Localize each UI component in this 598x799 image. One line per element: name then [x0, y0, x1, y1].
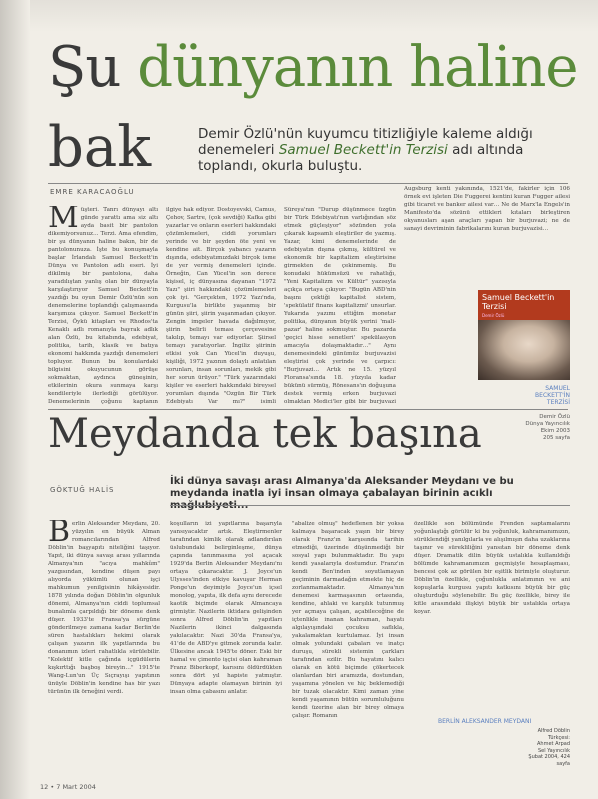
- article1-headline-line2: bak: [48, 115, 152, 180]
- article2-column-1: Berlin Aleksander Meydanı, 20. yüzyılın en büyük Alman romancılarından Alfred Döblin'in başyapıtı niteliğini taşıyor. Yapıt, iki dünya savaşı arası yıllarında Almanya'nın "acıya mahkûm" yazgısından, kendine düşen payı alıyorda yükümlü olunan işçi mahkumun yenilgisinin hikâyesidir. 1878 yılında doğan Döblin'in olgunluk dönemi, Almanya'nın ciddi toplumsal bunalımla çarpıldığı bir döneme denk düşer. 1933'te Fransa'ya sürgüne gönderilmeye zamana kadar Berlin'de süren hastalıkları hekimi olarak çalışan yazarın ilk yapıtlarında bu donanımın izleri rahatlıkla sürülebilir. "Kolektif kitle çağında içgüdülerin kışkırttığı başboş bireyin…" 1915'te Wang-Lun'un Üç Sıçrayışı yapıtının ünüyle Döblin'in kendine has bir yazı türünün ilk örneğini verdi.: [48, 520, 160, 695]
- article2-column-4: özellikle son bölümünde Frenden saptamalarını yoğunlaştığı görülür ki bu yoğunluk, kahramanımızın, sürüklendiği yanılgılarla ve alışılmışın daha uzaklarına taşınır ve sürekliliğini yansıtan bir döneme denk düşer. Dramatik dilin büyük ustalıkla kullanıldığı bölümde kahramanımızın geçmişiyle hesaplaşması, bencesi çok az görülen bir eşitlik birimiyle oluşturur. Döblin'in özellikle, çoğunlukla anlatımının ve ani kopuşlarla kurgusu yapıtı katkısını büyük bir güç oluşturduğu söylenebilir. Bu güç özellikle, birey ile kitle arasındaki ilişkiyi büyük bir ustalıkla ortaya koyar.: [414, 521, 570, 615]
- article1-dropcap: M: [48, 206, 79, 235]
- article1-column-2: ilgiye hak ediyor. Dostoyevski, Camus, Çehov, Sartre, (çok sevdiği) Kafka gibi yazarlar ve onların eserleri hakkındaki çözümlemeleri, ciddi yorumları yerinde ve bir şeyden öte yeni ve kendine ait. Birçok yabancı yazarın dışında, edebiyatımızdaki birçok isme de yer vermiş denemeleri içinde. Örneğin, Can Yücel'in son derece kişisel, iç dünyasına dayanan "1972 Yazı" şiiri hakkındaki çözümlemeleri çok iyi. "Gerçekten, 1972 Yazı'nda, Kurgusu'la birlikte yaşanmış bir günün şiiri, şiirin yaşanmadan çıkıyor. Zengin imgeler havada dağılmıyor, şiirin belirli teması çerçevesine takılıp, temayı var ediyorlar. Şiirsel temayı yaratıyorlar. İngiliz şiirinin etkisi yok Can Yücel'in duyuşu, kişiliği, 1972 yazının dolaylı anlatılan sorunları, insan sorunları, mekik gibi her sorun ürüyor." "Türk yazarındaki kişiler ve eserleri hakkındaki bireysel yorumları dışında "Ozgün Bir Türk Edebiyatı Var mı?" isimli: [166, 207, 276, 404]
- page-binding-shadow: [0, 0, 30, 799]
- author-portrait-image: [478, 320, 570, 380]
- article1-column-1: Müşteri. Tanrı dünyayı altı günde yarattı ama siz altı ayda basit bir pantolon dikemiyorsunuz… Terzi. Ama efendim, bir şu dünyanın haline bakın, bir de pantolonunuza. İşte bu konuşmayla başlar İrlandalı Samuel Beckett'in Dünya ve Pantolon adlı eseri. İyi dikilmiş bir pantolona, daha yaradılıştan yanlış olan bir dünyayla karşılaştırıyor Samuel Beckett'in yazdığı bu oyun Demir Özlü'nün son denemelerine toplandığı çalışmasında karşımıza çıkıyor. Samuel Beckett'in Terzisi, Öykü kitapları ve Rhodos'ta Kenaklı adlı romanıyla bayrak adlık alan Özlü, bu kitabında, edebiyat, politika, tarih, klasik ve batıya ekonomi hakkında yazdığı denemeleri topluyor. Bunun bu konulardaki bilgisini okuyucunun görüşe sokmaktan, aydınca güneşinin, etkilerinin okura sunmaya karşı kendileriyle ilerlediği görülüyor. Denemelerinin çoğunu kaptanın: [48, 206, 158, 404]
- book-caption-title: SAMUEL BECKETT'İN TERZİSİ: [535, 385, 570, 406]
- page-top-band: [0, 0, 598, 32]
- article2-headline: Meydanda tek başına: [48, 411, 482, 457]
- book-cover-title: Samuel Beckett'in Terzisi: [482, 293, 555, 311]
- article2-deck: İki dünya savaşı arası Almanya'da Aleksander Meydanı ve bu meydanda inatla iyi insan olmaya çabalayan birinin acıklı: [170, 476, 514, 499]
- article2-column-3: "abalize olmuş" hedeflenen bir yoksa kalmaya başaracak yaşın bir birey olarak Franz'ın karşısında tarihin etmediği, üzerinde düşünmediği bir sosyal yapı bulunmaktadır. Bu yapı kendi yasalarıyla dostumdur. Franz'ın kendi Ben'inden soyutlamayan geçiminin darmadağın etmekte hiç de zorlanmamaktadır. Almanya'nın denemesi karmaşasının ortasında, kendine, ahlaki ve karşılık tutunmuş yer açmaya çalışan, açabileceğine de içtenlikle inanan kahraman, hayatı algılayışındaki çocuksu saflıkla, yakalamaktan kurtulamaz. İyi insan olmak yolundaki çabaları ve inatçı duruşu, sürekli sistemin çarkları tarafından ezilir. Bu hayatını kalıcı olarak en kötü biçimde çökertecek olanlardan biri aramızda, dostundan, yaşamına yönelen ve hiç beklemediği bir tuzak olacaktır. Kimi zaman yine kendi yaşamının bütün sorumluluğunu kendi üzerine alan bir birey olmaya çalışır. Romanın: [292, 521, 404, 719]
- article1-deck: Demir Özlü'nün kuyumcu titizliğiyle kaleme aldığı denemeleri Samuel Beckett'in Terzisi adı altında toplandı, okurla buluştu.: [198, 126, 533, 174]
- article1-byline: EMRE KARACAOĞLU: [50, 188, 135, 196]
- book-cover-author: Demir Özlü: [482, 313, 505, 318]
- article2-dropcap: B: [48, 520, 71, 549]
- article2-column-2: koşulların izi yapıtlarına başarıyla yansıyacaktır artık. Eleştirmenler tarafından kimlik olarak adlandırılan üslubundaki belirginleşme, dünya çapında tanınmasına yol açacak 1929'da Berlin Aleksander Meydanı'nı ortaya çıkaracaktır. J. Joyce'un Ulysses'inden etkiye kavuşur Herman Ponge'un deyimiyle Joyce'un içsel monolog, yapıta, ilk defa aynı derecede kaotik biçimde olarak Almancaya girmiştir. Nazilerin iktidara gelişinden sonra Alfred Döblin'in yapıtları Nazilerin ikinci dalgasında yakılacaktır. Nazi 30'da Fransa'ya, 41'de de ABD'ye gitmek zorunda kalır. Ülkesine ancak 1945'te döner. Eski bir hamal ve çimento işçisi olan kahraman Franz Biberkopf, karısını öldürdükten sonra dört yıl hapiste yatmıştır. Dünyaya adapte olamayan birinin iyi insan olma çabasını anlatır.: [170, 521, 282, 695]
- article1-column-4: Augsburg kenti yakınında, 1521'de, fakirler için 106 örnek evi işleten Die Fuggerei kentini kuran Fugger ailesi gibi ticaret ve banker ailesi var… Ne de Marx'la Engels'in Manifesto'da sözünü ettikleri kıtaları birleştiren okyanusları aşan araçları yapan bir burjuvazi; ne de sanayi devriminin fabrikalarını kuran burjuvazisi…: [404, 186, 570, 232]
- book-caption-info: Demir Özlü Dünya Yayıncılık Ekim 2003 205 sayfa: [525, 414, 570, 441]
- article2-book-info: Alfred Döblin Türkçesi: Ahmet Arpad Sel Yayıncılık Şubat 2004, 424 sayfa: [528, 728, 570, 767]
- article2-top-rule: [48, 409, 568, 410]
- article1-column-3: Süreya'nın "Durup düşünmece üzgün bir Türk Edebiyatı'nın varlığından söz etmek güçleşiyor" sözünden yola çıkarak kapsamlı eleştiriler de yazmış. Yazar, kimi denemelerinde de edebiyatın dışına çıkmış, kültürel ve ekonomik bir kapitalizm eleştirisine girmekten de çekinmemiş. Bu konudaki hükümsüzü ve rahatlığı, "Yeni Kapitalizm ve Kültür" yazısıyla açıkça ortaya çıkıyor: "Bugün ABD'nin başını çektiği kapitalist sistem, 'spekülatif finans kapitalizmi' unsurlar. Yukarıda yazımı ettiğim monetar politika, dünyanın büyük yerini 'mali-pazar' haline sokmuştur. Bu pazarda 'geçici hisse senetleri' spekülasyon amacıyla dolaşmaktadır…" Aynı denemesindeki günümüz burjuvazisi eleştirisi çok yerinde ve çarpıcı: "Burjuvazi… Artık ne 15. yüzyıl Floransa'sında 18. yüzyıla kadar bükünü sürmüş, Rönesans'ın doğuşuna destek vermiş erken burjuvazi olmaktan Medici'ler gibi bir burjuvazi: [284, 207, 396, 404]
- article1-top-rule: [48, 183, 568, 184]
- article1-headline-line1: Şu dünyanın haline: [48, 35, 578, 100]
- article2-deck-rule: [170, 505, 570, 506]
- page-footer: 12 • 7 Mart 2004: [40, 783, 96, 791]
- article2-byline: GÖKTUĞ HALİS: [50, 486, 115, 494]
- article2-book-title: BERLİN ALEKSANDER MEYDANI: [438, 718, 532, 725]
